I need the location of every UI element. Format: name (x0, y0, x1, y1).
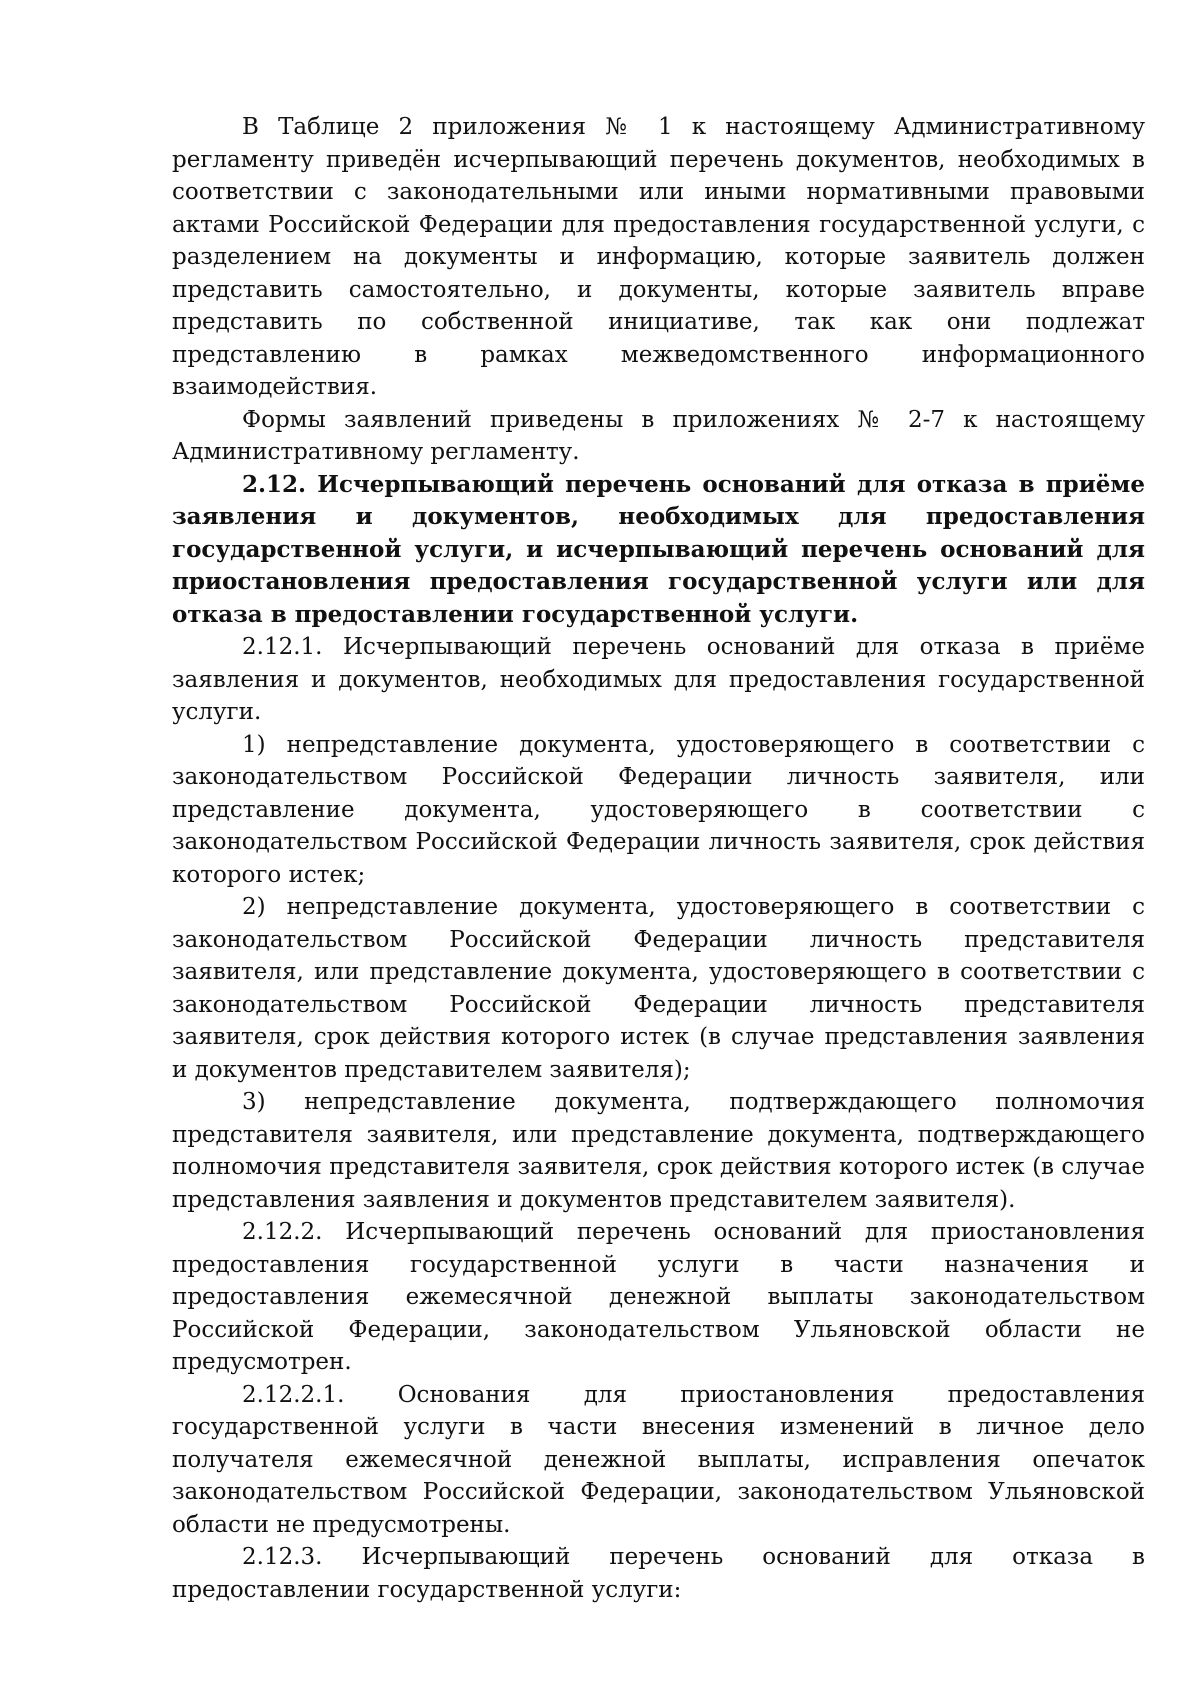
paragraph-table-2-reference: В Таблице 2 приложения № 1 к настоящему Административному регламенту приведён исчерпывающий перечень документов, необходимых в соответствии с законодательными или иными нормативными правовыми актами Российской Федерации для предоставления государственной услуги, с разделением на документы и информацию, которые заявитель должен представить самостоятельно, и документы, которые заявитель вправе представить по собственной инициативе, так как они подлежат представлению в рамках межведомственного информационного взаимодействия. (172, 114, 1145, 400)
list-item-2: 2) непредставление документа, удостоверяющего в соответствии с законодательством Российской Федерации личность представителя заявителя, или представление документа, удостоверяющего в соответствии с законодательством Российской Федерации личность представителя заявителя, срок действия которого истек (в случае представления заявления и документов представителем заявителя); (172, 894, 1145, 1083)
paragraph-2-12-2: 2.12.2. Исчерпывающий перечень оснований для приостановления предоставления государственной услуги в части назначения и предоставления ежемесячной денежной выплаты законодательством Российской Федерации, законодательством Ульяновской области не предусмотрен. (172, 1219, 1145, 1375)
paragraph-application-forms: Формы заявлений приведены в приложениях № 2-7 к настоящему Административному регламенту. (172, 406, 1145, 465)
paragraph-2-12-2-1: 2.12.2.1. Основания для приостановления предоставления государственной услуги в части внесения изменений в личное дело получателя ежемесячной денежной выплаты, исправления опечаток законодательством Российской Федерации, законодательством Ульяновской области не предусмотрены. (172, 1381, 1145, 1538)
list-item-1: 1) непредставление документа, удостоверяющего в соответствии с законодательством Российской Федерации личность заявителя, или представление документа, удостоверяющего в соответствии с законодательством Российской Федерации личность заявителя, срок действия которого истек; (172, 731, 1145, 888)
document-page (172, 111, 1145, 1606)
paragraph-2-12-3: 2.12.3. Исчерпывающий перечень оснований для отказа в предоставлении государственной услуги: (172, 1544, 1145, 1603)
paragraph-2-12-1: 2.12.1. Исчерпывающий перечень оснований для отказа в приёме заявления и документов, необходимых для предоставления государственной услуги. (172, 634, 1145, 725)
list-item-3: 3) непредставление документа, подтверждающего полномочия представителя заявителя, или представление документа, подтверждающего полномочия представителя заявителя, срок действия которого истек (в случае представления заявления и документов представителем заявителя). (172, 1089, 1145, 1213)
section-heading-2-12: 2.12. Исчерпывающий перечень оснований для отказа в приёме заявления и документов, необходимых для предоставления государственной услуги, и исчерпывающий перечень оснований для приостановления предоставления государственной услуги или для отказа в предоставлении государственной услуги. (172, 470, 1145, 628)
